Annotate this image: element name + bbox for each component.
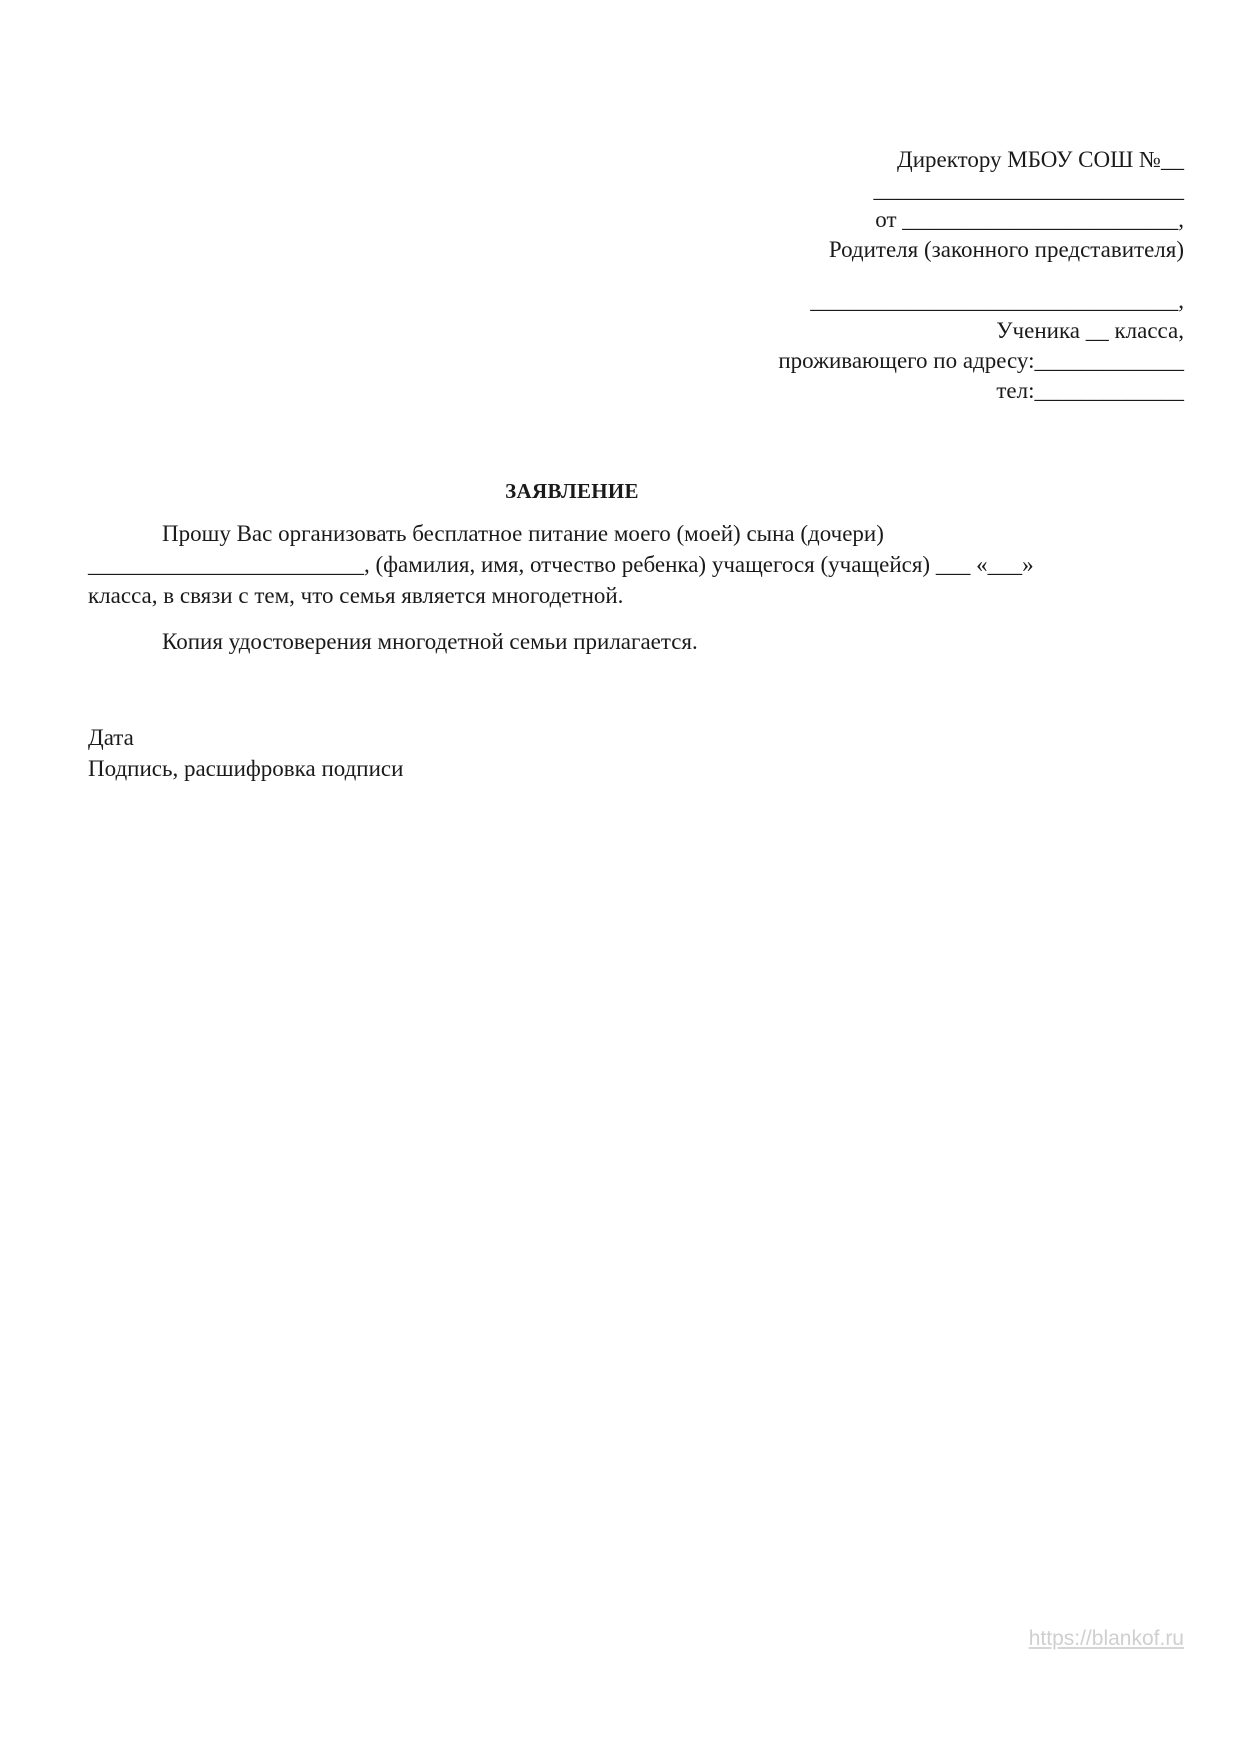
student-class-line: Ученика __ класса, bbox=[996, 318, 1184, 343]
address-line: проживающего по адресу:_____________ bbox=[778, 348, 1184, 373]
sender-from-line: от ________________________, bbox=[875, 207, 1184, 232]
date-label: Дата bbox=[88, 725, 134, 750]
document-title: ЗАЯВЛЕНИЕ bbox=[505, 479, 639, 503]
addressee-blank-line: ___________________________ bbox=[873, 177, 1184, 202]
sender-role-line: Родителя (законного представителя) bbox=[828, 237, 1184, 262]
source-watermark-link[interactable]: https://blankof.ru bbox=[1028, 1627, 1184, 1650]
signature-label: Подпись, расшифровка подписи bbox=[88, 756, 404, 781]
request-paragraph-line-2: ________________________, (фамилия, имя, отчество ребенка) учащегося (учащейся) ___ «___» bbox=[88, 552, 1034, 577]
addressee-director-line: Директору МБОУ СОШ №__ bbox=[897, 147, 1184, 172]
request-paragraph-line-3: класса, в связи с тем, что семья является многодетной. bbox=[88, 583, 624, 608]
attachment-note: Копия удостоверения многодетной семьи прилагается. bbox=[162, 629, 698, 654]
request-paragraph-line-1: Прошу Вас организовать бесплатное питание моего (моей) сына (дочери) bbox=[162, 521, 884, 546]
student-name-blank-line: ________________________________, bbox=[810, 288, 1184, 313]
phone-line: тел:_____________ bbox=[996, 378, 1184, 403]
